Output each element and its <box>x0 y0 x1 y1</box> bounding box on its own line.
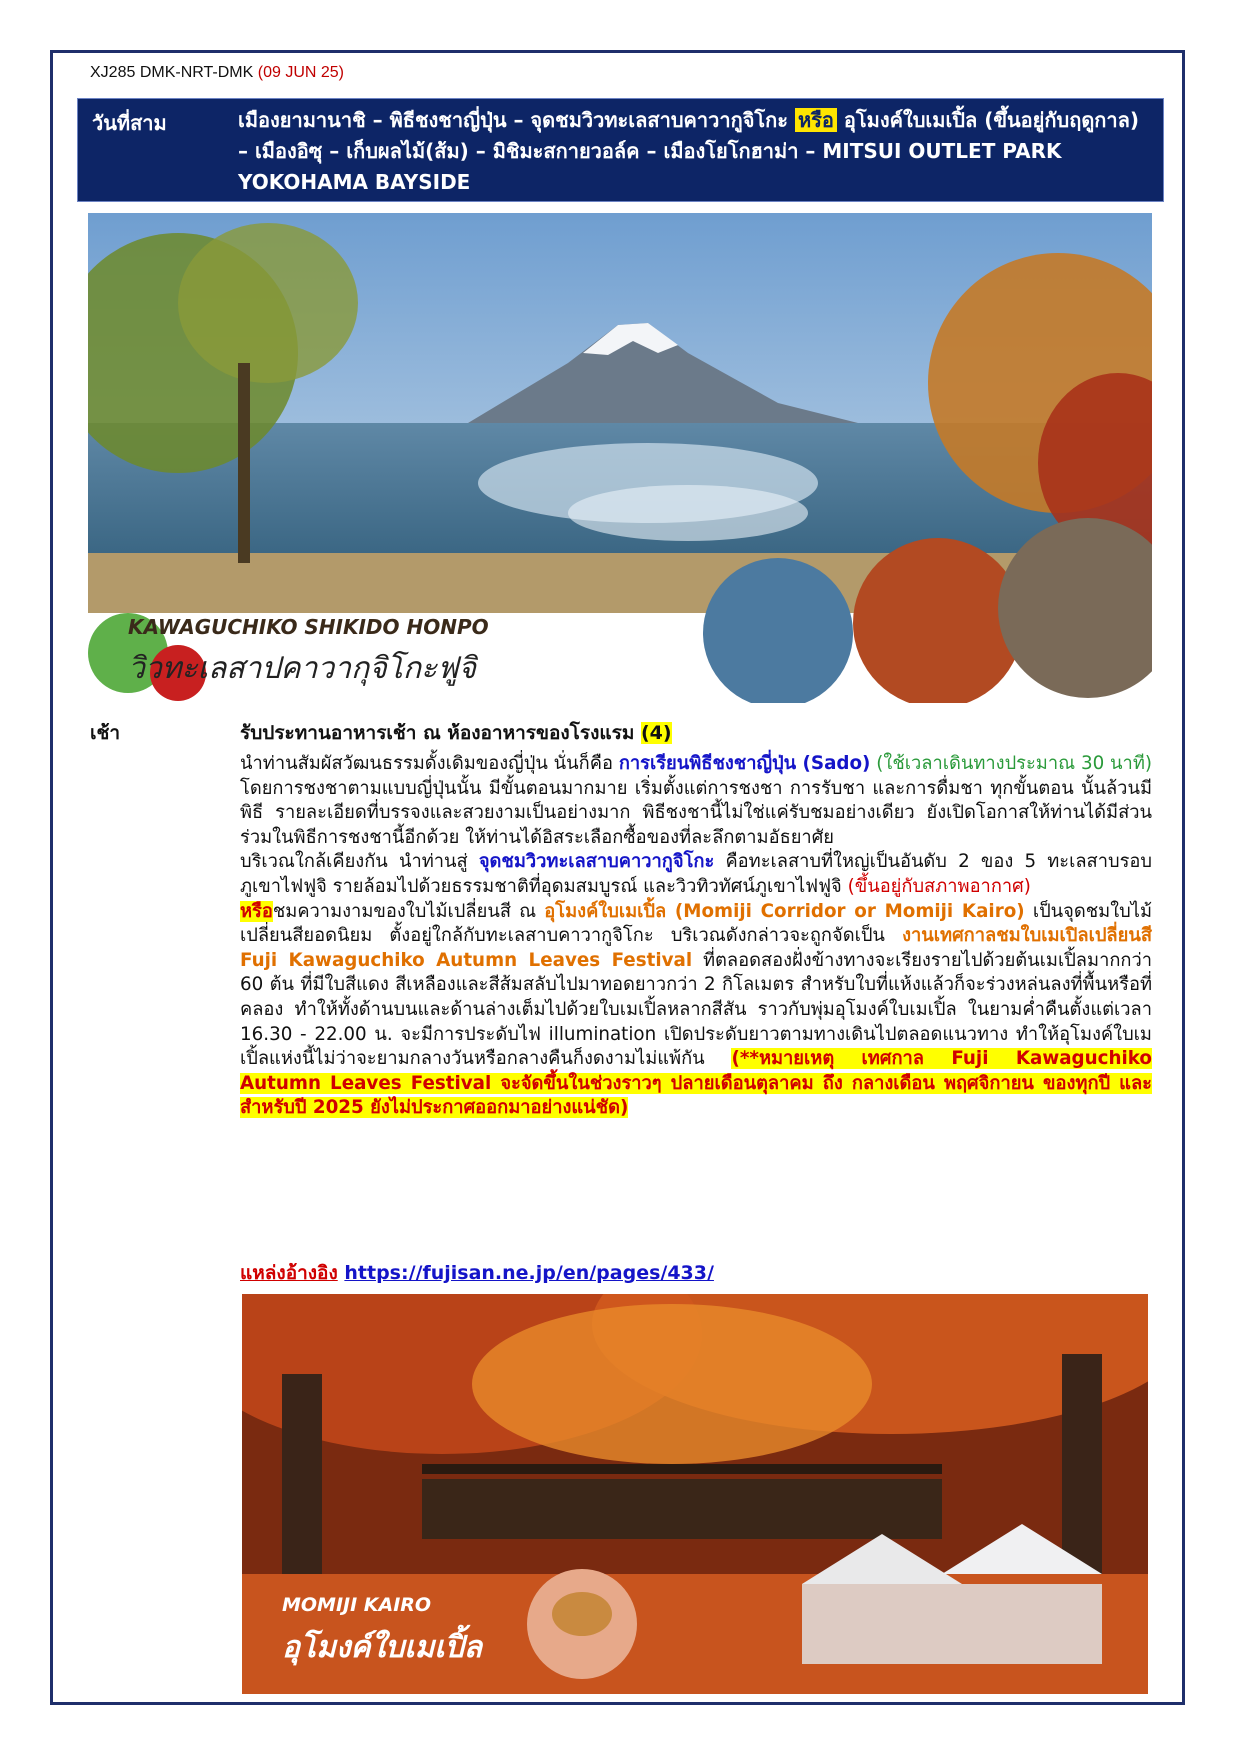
text: นำท่านสัมผัสวัฒนธรรมดั้งเดิมของญี่ปุ่น นั่นก็คือ <box>240 753 619 774</box>
maple-caption-en: MOMIJI KAIRO <box>282 1594 432 1616</box>
text: เป็นจุดชมใบไม้เปลี่ยนสียอดนิยม ตั้งอยู่ใกล้กับทะเลสาบคาวากูจิโกะ บริเวณดังกล่าวจะถูกจัดเป็น <box>240 900 1152 947</box>
lake-caption-th: วิวทะเลสาปคาวากุจิโกะฟูจิ <box>128 651 476 686</box>
day-title <box>238 105 1150 198</box>
itinerary-body <box>240 752 1152 1121</box>
festival-note: (**หมายเหตุ เทศกาล Fuji Kawaguchiko Autumn Leaves Festival จะจัดขึ้นในช่วงราวๆ ปลายเดือนตุลาคม ถึง กลางเดือน พฤศจิกายน ของทุกปี และสำหรับปี 2025 ยังไม่ประกาศออกมาอย่างแน่ชัด) <box>240 1048 1152 1119</box>
meal-text <box>240 718 672 748</box>
paragraph-lake-viewpoint <box>240 850 1152 899</box>
meal-label: เช้า <box>90 722 121 744</box>
reference-link[interactable]: https://fujisan.ne.jp/en/pages/433/ <box>344 1262 714 1284</box>
maple-corridor-highlight: อุโมงค์ใบเมเปิ้ล (Momiji Corridor or Momiji Kairo) <box>544 900 1025 922</box>
day-label: วันที่สาม <box>92 111 167 135</box>
tour-date: (09 JUN 25) <box>257 64 344 81</box>
travel-time: (ใช้เวลาเดินทางประมาณ 30 นาที) <box>870 753 1152 774</box>
day-title-or: หรือ <box>795 108 837 132</box>
tour-code: XJ285 DMK-NRT-DMK <box>90 64 254 81</box>
maple-caption-th: อุโมงค์ใบเมเปิ้ล <box>282 1630 483 1665</box>
text: บริเวณใกล้เคียงกัน นำท่านสู่ <box>240 851 479 873</box>
meal-count: (4) <box>640 722 672 744</box>
festival-highlight: งานเทศกาลชมใบเมเปิลเปลี่ยนสี Fuji Kawaguchiko Autumn Leaves Festival <box>240 925 1152 971</box>
lake-photo <box>88 213 1152 703</box>
paragraph-tea-ceremony <box>240 752 1152 850</box>
weather-note: (ขึ้นอยู่กับสภาพอากาศ) <box>847 875 1031 897</box>
or-highlight: หรือ <box>240 900 273 922</box>
meal-desc: รับประทานอาหารเช้า ณ ห้องอาหารของโรงแรม <box>240 722 635 744</box>
day-header <box>77 98 1164 202</box>
lake-caption-en: KAWAGUCHIKO SHIKIDO HONPO <box>128 615 489 639</box>
paragraph-maple-corridor <box>240 900 1152 1121</box>
tea-ceremony-highlight: การเรียนพิธีชงชาญี่ปุ่น (Sado) <box>618 753 871 774</box>
day-title-part1: เมืองยามานาชิ – พิธีชงชาญี่ปุ่น – จุดชมวิวทะเลสาบคาวากูจิโกะ <box>238 108 788 132</box>
day-title-part2: อุโมงค์ใบเมเปิ้ล (ขึ้นอยู่กับฤดูกาล) – เมืองอิซุ – เก็บผลไม้(ส้ม) – มิชิมะสกายวอล์ค – เมืองโยโกฮาม่า – MITSUI OUTLET PARK YOKOHAMA BAYSIDE <box>238 108 1140 194</box>
reference-line <box>240 1258 714 1288</box>
text: โดยการชงชาตามแบบญี่ปุ่นนั้น มีขั้นตอนมากมาย เริ่มตั้งแต่การชงชา การรับชา และการดื่มชา ทุกขั้นตอน นั้นล้วนมีพิธี รายละเอียดที่บรรจงและสวยงามเป็นอย่างมาก พิธีชงชานี้ไม่ใช่แค่รับชมอย่างเดียว ยังเปิดโอกาสให้ท่านได้มีส่วนร่วมในพิธีการชงชานี้อีกด้วย ให้ท่านได้อิสระเลือกซื้อของที่ละลึกตามอัธยาศัย <box>240 777 1152 848</box>
lake-viewpoint-highlight: จุดชมวิวทะเลสาบคาวากูจิโกะ <box>478 851 715 873</box>
text: คือทะเลสาบที่ใหญ่เป็นอันดับ 2 ของ 5 ทะเลสาบรอบภูเขาไฟฟูจิ รายล้อมไปด้วยธรรมชาติที่อุดมสมบูรณ์ และวิวทิวทัศน์ภูเขาไฟฟูจิ <box>240 851 1152 897</box>
text: ชมความงามของใบไม้เปลี่ยนสี ณ <box>272 900 545 922</box>
maple-corridor-photo <box>242 1294 1148 1694</box>
text: ที่ตลอดสองฝั่งข้างทางจะเรียงรายไปด้วยต้นเมเปิ้ลมากกว่า 60 ต้น ที่มีใบสีแดง สีเหลืองและสีส้มสลับไปมาทอดยาวกว่า 2 กิโลเมตร สำหรับใบที่แห้งแล้วก็จะร่วงหล่นลงที่พื้นหรือที่คลอง ทำให้ทั้งด้านบนและด้านล่างเต็มไปด้วยใบเมเปิ้ลหลากสีสัน ราวกับพุ่มอุโมงค์ใบเมเปิ้ล ในยามค่ำคืนตั้งแต่เวลา 16.30 - 22.00 น. จะมีการประดับไฟ illumination เปิดประดับยาวตามทางเดินไปตลอดแนวทาง ทำให้อุโมงค์ใบเมเปิ้ลแห่งนี้ไม่ว่าจะยามกลางวันหรือกลางคืนก็งดงามไม่แพ้กัน <box>240 949 1152 1070</box>
tour-code-line <box>90 64 344 82</box>
reference-label: แหล่งอ้างอิง <box>240 1262 338 1284</box>
